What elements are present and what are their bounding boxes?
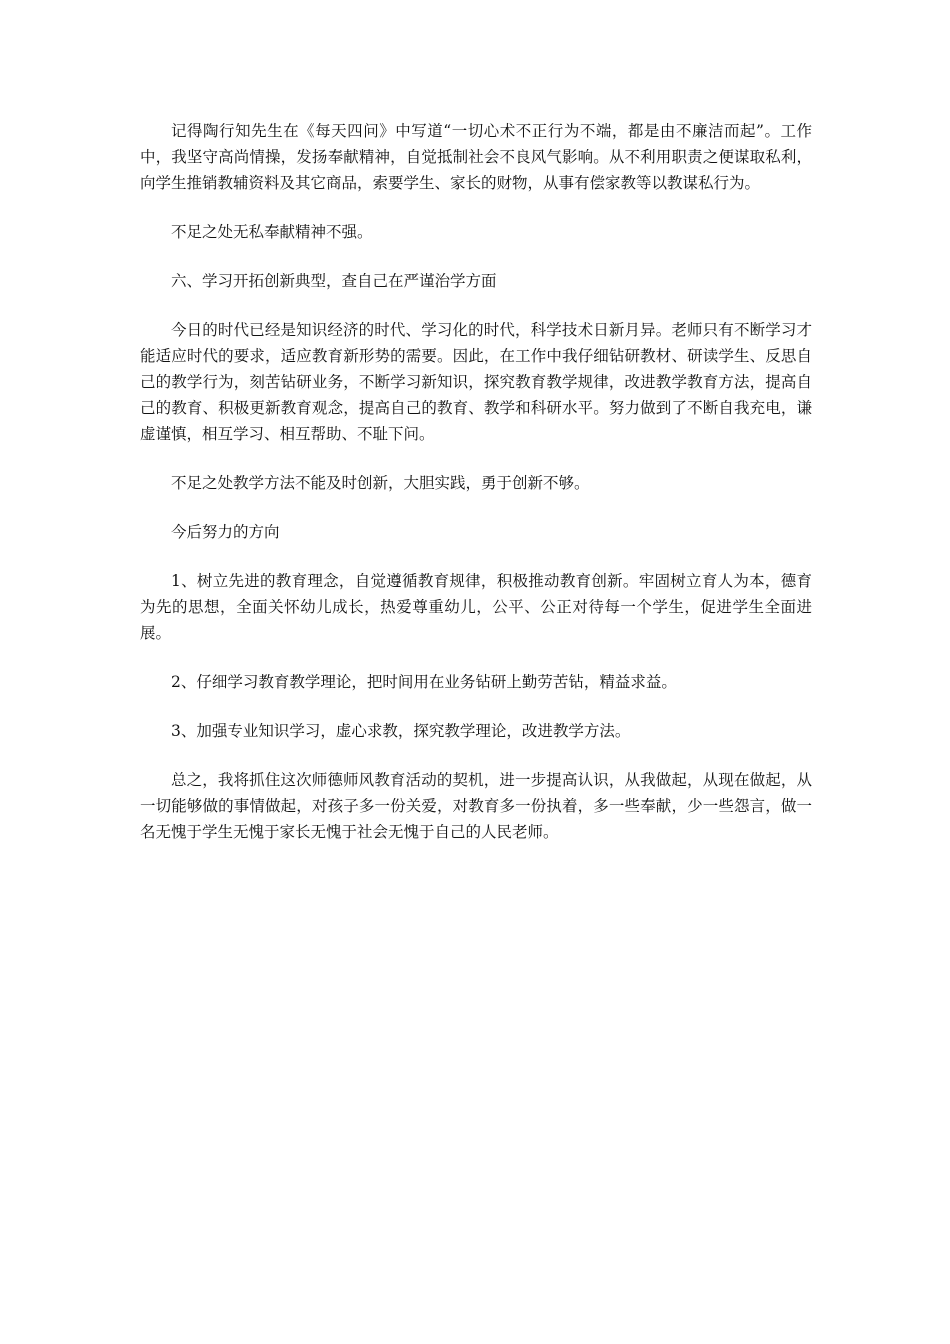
- document-page: [140, 118, 812, 868]
- paragraph-shortcoming-dedication: 不足之处无私奉献精神不强。: [171, 223, 373, 241]
- paragraph-learning: 今日的时代已经是知识经济的时代、学习化的时代，科学技术日新月异。老师只有不断学习才能适应时代的要求，适应教育新形势的需要。因此，在工作中我仔细钻研教材、研读学生、反思自己的教学行为，刻苦钻研业务，不断学习新知识，探究教育教学规律，改进教学教育方法，提高自己的教育、积极更新教育观念，提高自己的教育、教学和科研水平。努力做到了不断自我充电，谦虚谨慎，相互学习、相互帮助、不耻下问。: [140, 321, 812, 443]
- list-item-3: 3、加强专业知识学习，虚心求教，探究教学理论，改进教学方法。: [171, 722, 631, 740]
- section-heading-future-direction: 今后努力的方向: [171, 523, 280, 541]
- list-item-2: 2、仔细学习教育教学理论，把时间用在业务钻研上勤劳苦钻，精益求益。: [171, 673, 677, 691]
- section-heading-six: 六、学习开拓创新典型，查自己在严谨治学方面: [171, 272, 497, 290]
- paragraph-integrity: 记得陶行知先生在《每天四问》中写道“一切心术不正行为不端，都是由不廉洁而起”。工作中，我坚守高尚情操，发扬奉献精神，自觉抵制社会不良风气影响。从不利用职责之便谋取私利，向学生推销教辅资料及其它商品，索要学生、家长的财物，从事有偿家教等以教谋私行为。: [140, 122, 812, 192]
- list-item-1: 1、树立先进的教育理念，自觉遵循教育规律，积极推动教育创新。牢固树立育人为本，德育为先的思想，全面关怀幼儿成长，热爱尊重幼儿，公平、公正对待每一个学生，促进学生全面进展。: [140, 572, 812, 642]
- paragraph-conclusion: 总之，我将抓住这次师德师风教育活动的契机，进一步提高认识，从我做起，从现在做起，从一切能够做的事情做起，对孩子多一份关爱，对教育多一份执着，多一些奉献，少一些怨言，做一名无愧于学生无愧于家长无愧于社会无愧于自己的人民老师。: [140, 771, 812, 841]
- paragraph-shortcoming-innovation: 不足之处教学方法不能及时创新，大胆实践，勇于创新不够。: [171, 474, 590, 492]
